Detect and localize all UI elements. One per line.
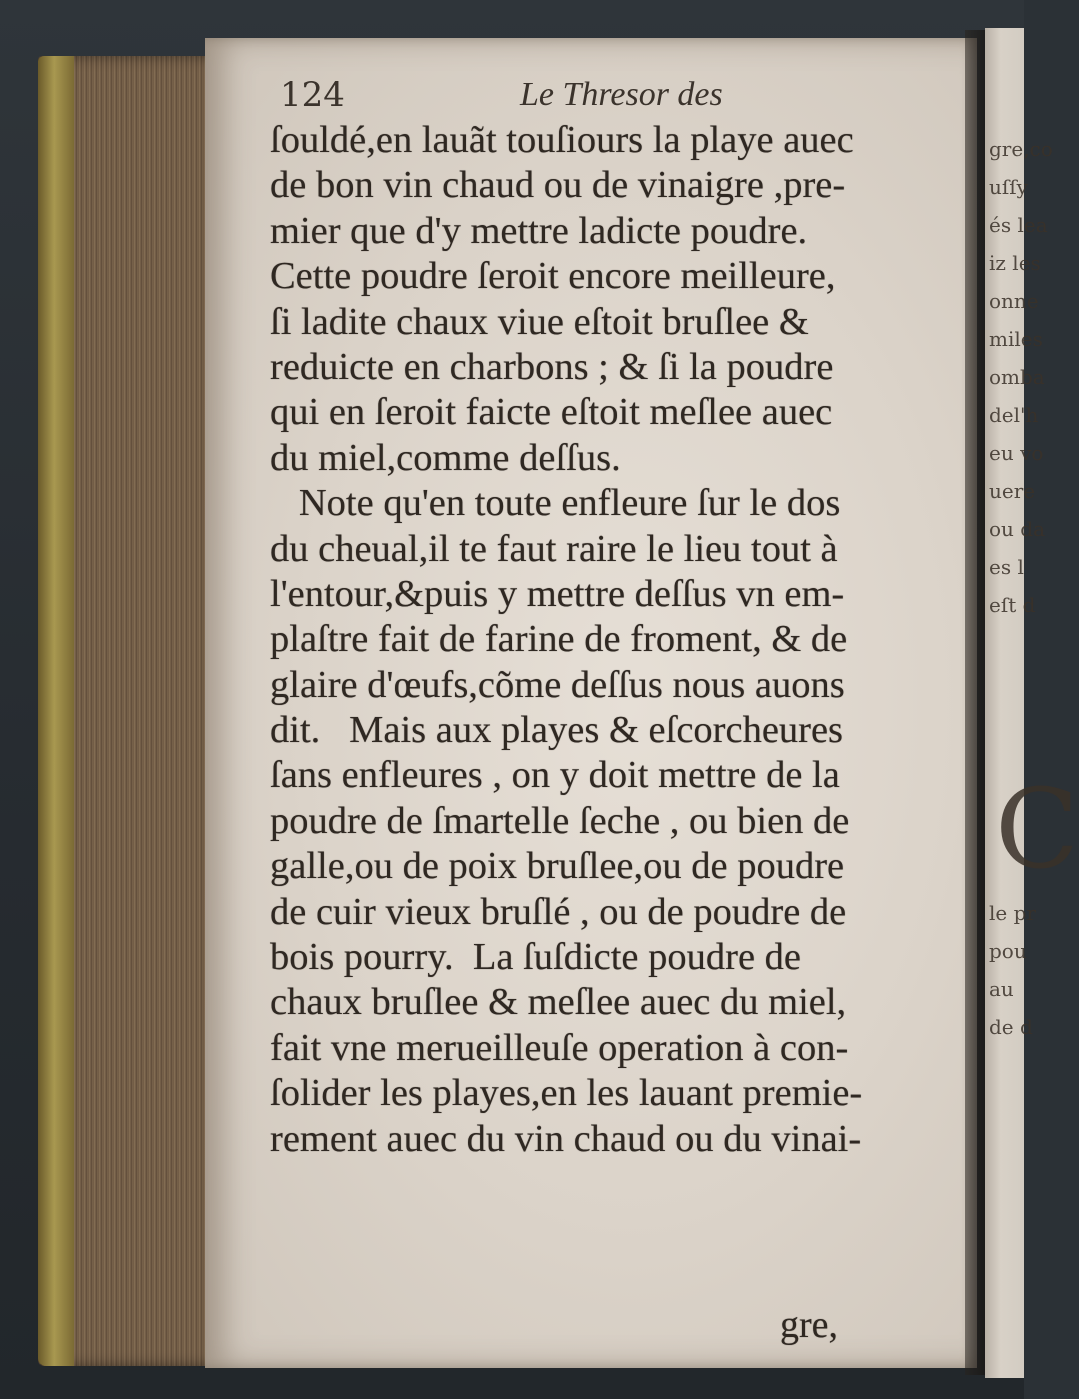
text-line: du miel,comme deſſus. (270, 436, 621, 479)
facing-page-line: es l (989, 555, 1024, 579)
text-line: l'entour,&puis y mettre deſſus vn em- (270, 572, 845, 615)
text-line: de cuir vieux bruſlé , ou de poudre de (270, 890, 847, 933)
text-line: glaire d'œufs,cõme deſſus nous auons (270, 663, 845, 706)
facing-page-drop-initial: C (995, 765, 1079, 893)
running-title: Le Thresor des (520, 76, 723, 113)
text-line: Note qu'en toute enfleure ſur le dos (270, 482, 841, 525)
text-line: qui en ſeroit faicte eſtoit meſlee auec (270, 391, 833, 434)
text-line: Cette poudre ſeroit encore meilleure, (270, 255, 836, 298)
facing-page-line: gre,co (989, 137, 1053, 161)
facing-page-line: pou (989, 939, 1027, 963)
facing-page-line: le pr (989, 901, 1036, 925)
text-line: mier que d'y mettre ladicte poudre. (270, 209, 808, 252)
text-line: ſi ladite chaux viue eſtoit bruſlee & (270, 300, 809, 343)
text-line: rement auec du vin chaud ou du vinai- (270, 1117, 862, 1160)
book-cover-edge (38, 56, 74, 1366)
facing-page-line: de d (989, 1015, 1033, 1039)
page-body-text (270, 118, 940, 1162)
text-line: galle,ou de poix bruſlee,ou de poudre (270, 845, 845, 888)
facing-page-line: és lea (989, 213, 1048, 237)
text-line: chaux bruſlee & meſlee auec du miel, (270, 981, 847, 1024)
facing-page-line: omba (989, 365, 1045, 389)
facing-page-line: onne (989, 289, 1039, 313)
text-line: du cheual,il te faut raire le lieu tout à (270, 527, 838, 570)
text-line: dit. Mais aux playes & eſcorcheures (270, 709, 844, 752)
facing-page-line: iz les (989, 251, 1041, 275)
facing-page-line: del'h (989, 403, 1039, 427)
facing-page-line: au (989, 977, 1014, 1001)
facing-page-line: eu vo (989, 441, 1044, 465)
facing-page-line: ou da (989, 517, 1046, 541)
text-line: ſans enfleures , on y doit mettre de la (270, 754, 840, 797)
text-line: fait vne merueilleuſe operation à con- (270, 1026, 849, 1069)
text-line: poudre de ſmartelle ſeche , ou bien de (270, 799, 850, 842)
text-line: reduicte en charbons ; & ſi la poudre (270, 345, 834, 388)
running-head (280, 72, 920, 118)
text-line: ſouldé,en lauãt touſiours la playe auec (270, 119, 854, 161)
facing-page-line: uere (989, 479, 1036, 503)
facing-page (985, 28, 1079, 1378)
text-line: de bon vin chaud ou de vinaigre ,pre- (270, 164, 846, 207)
catchword: gre, (780, 1304, 839, 1346)
text-line: plaſtre fait de farine de froment, & de (270, 618, 848, 661)
facing-page-line: eſt d (989, 593, 1036, 617)
text-line: ſolider les playes,en les lauant premie- (270, 1072, 863, 1115)
facing-page-line: uſſy (989, 175, 1028, 199)
page-number: 124 (280, 75, 345, 115)
facing-page-line: miles (989, 327, 1043, 351)
text-line: bois pourry. La ſuſdicte poudre de (270, 936, 802, 979)
